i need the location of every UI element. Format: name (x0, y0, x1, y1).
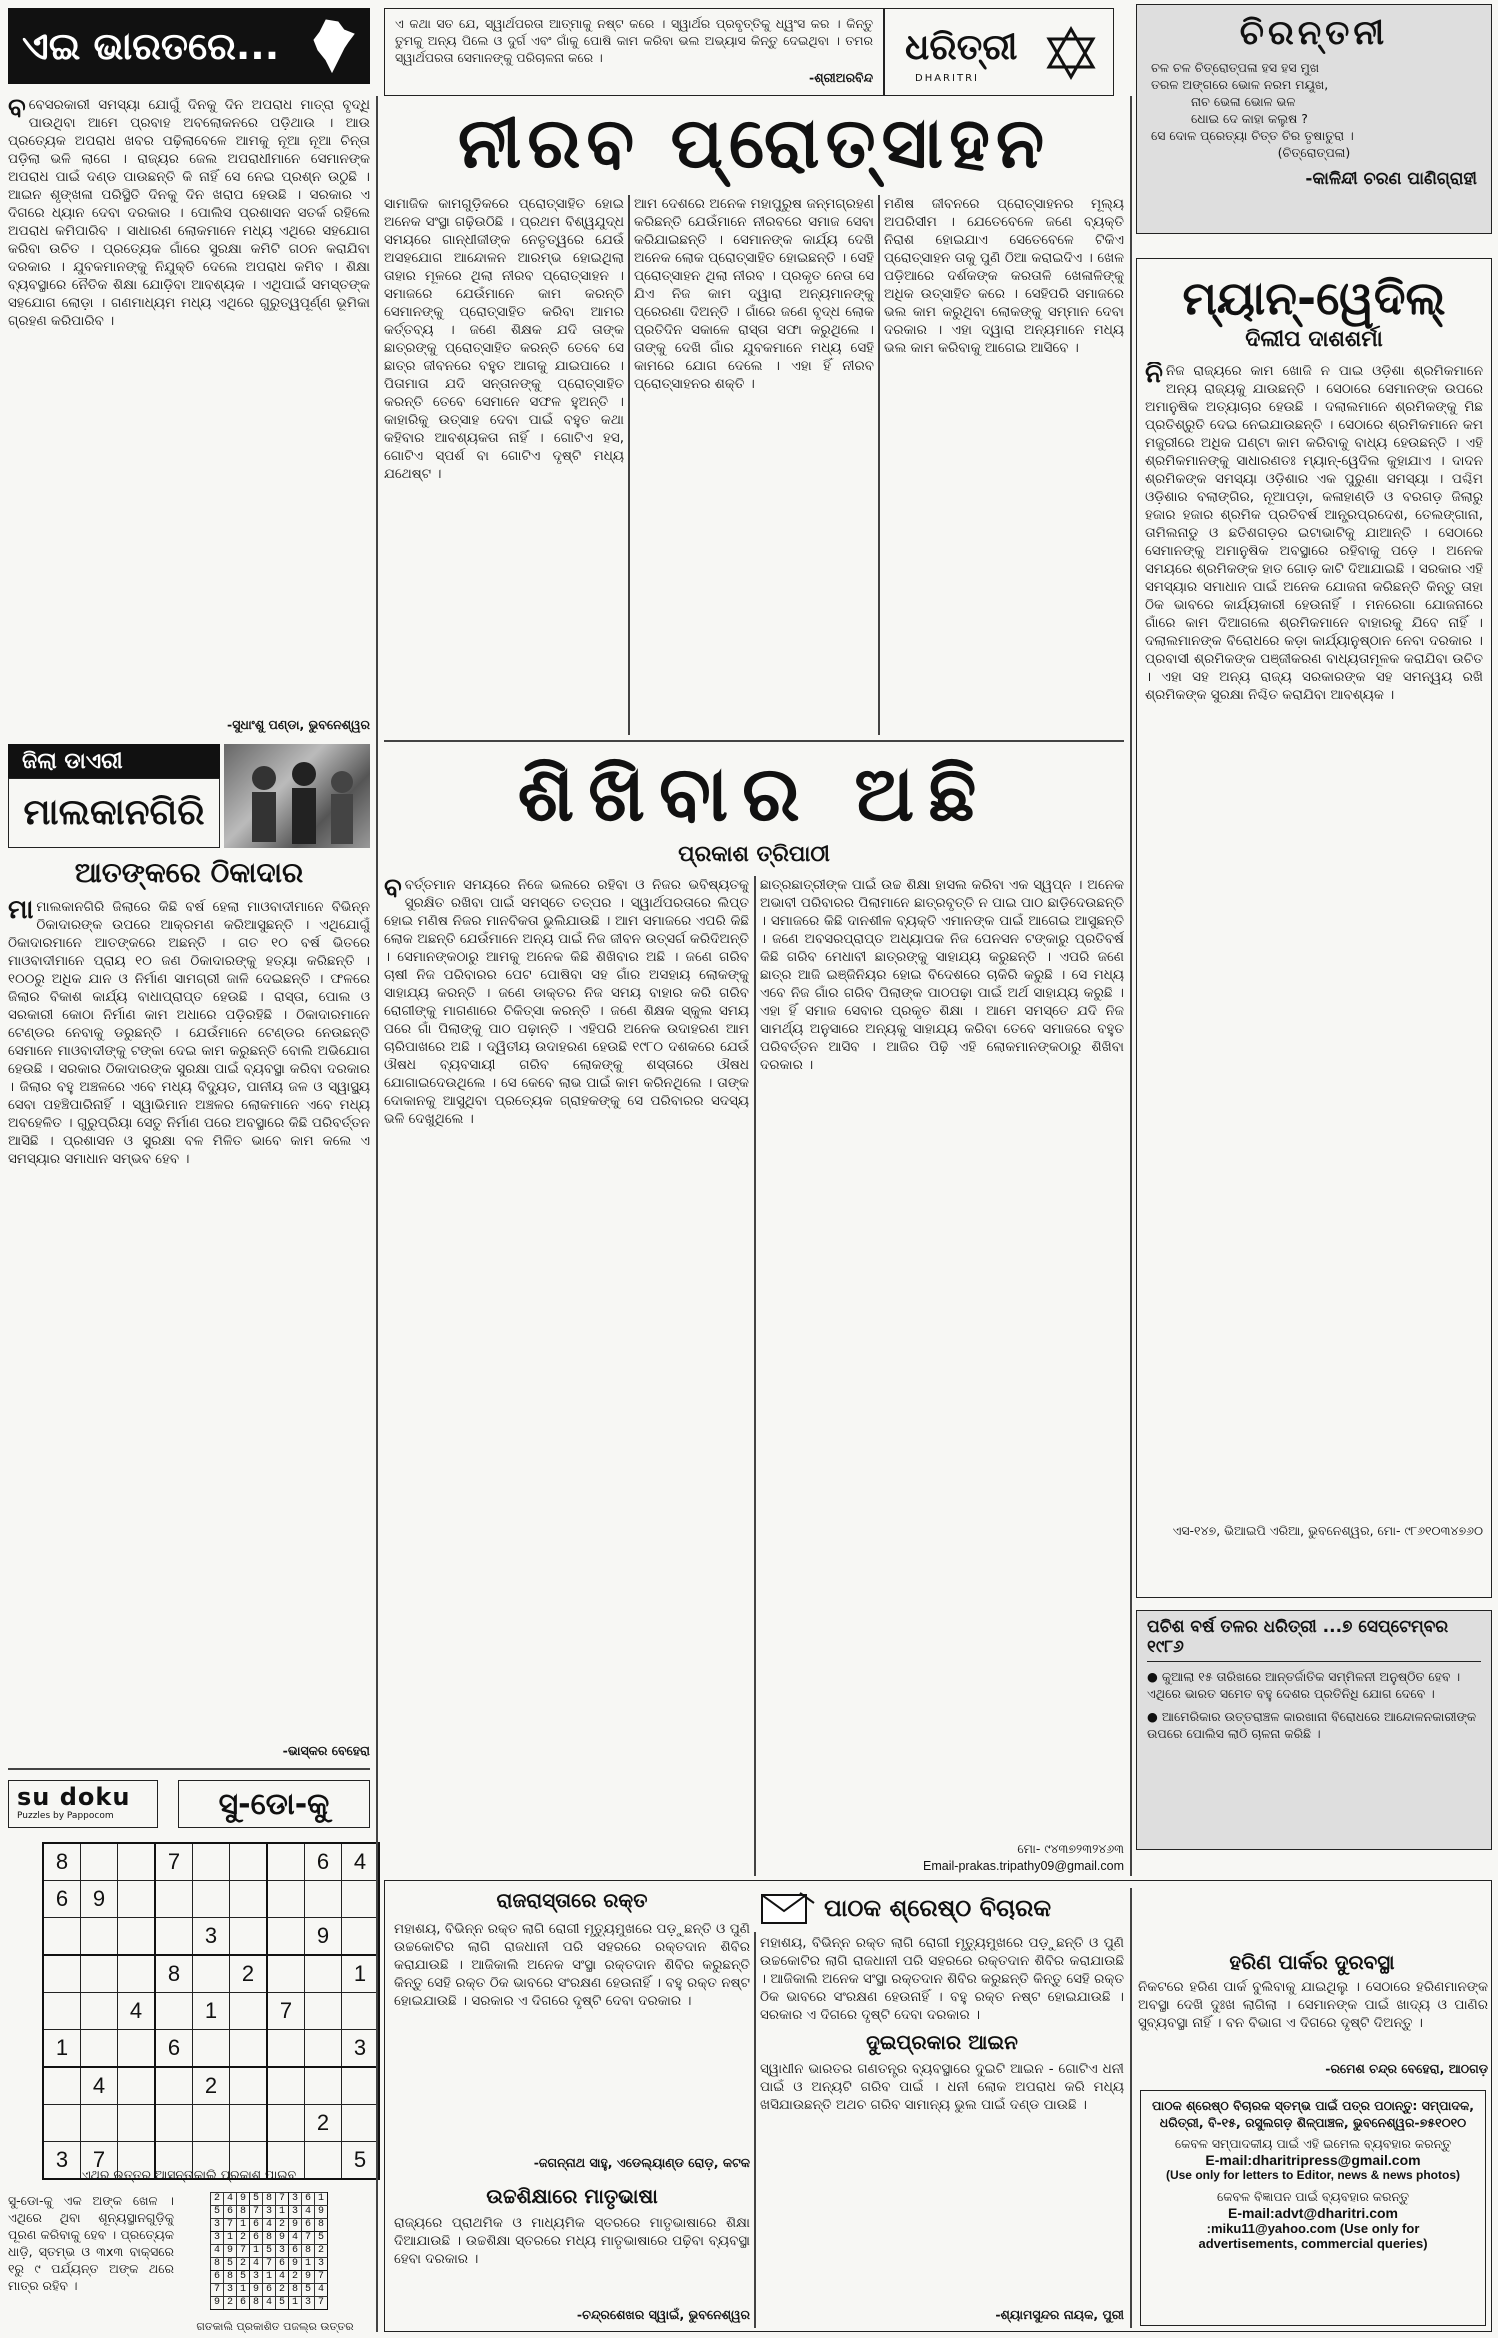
solution-cell: 1 (250, 2245, 263, 2258)
solution-cell: 5 (276, 2297, 289, 2310)
solution-cell: 8 (263, 2232, 276, 2245)
sudoku-cell[interactable] (43, 2105, 81, 2142)
contact-line3: କେବଳ ବିଜ୍ଞାପନ ପାଇଁ ବ୍ୟବହାର କରନ୍ତୁ (1216, 2189, 1410, 2204)
solution-cell: 8 (315, 2219, 328, 2232)
sudoku-brand-sub: Puzzles by Pappocom (17, 1811, 114, 1821)
sudoku-cell[interactable]: 1 (342, 1955, 380, 1993)
sudoku-cell[interactable] (155, 2105, 193, 2142)
sudoku-cell[interactable] (267, 2105, 305, 2142)
sudoku-cell[interactable] (305, 2067, 342, 2105)
lead-column-2: ଆମ ଦେଶରେ ଅନେକ ମହାପୁରୁଷ ଜନ୍ମଗ୍ରହଣ କରିଛନ୍ତି ଯେଉଁମାନେ ନୀରବରେ ସମାଜ ସେବା କରିଯାଇଛନ୍ତି । ସେମାନଙ୍କ କାର୍ଯ୍ୟ ଦେଖି ଅନେକ ଲୋକ ପ୍ରୋତ୍ସାହିତ ହୋଇଛନ୍ତି । ସେହି ପ୍ରୋତ୍ସାହନ ଥିଲା ନୀରବ । ପ୍ରକୃତ ନେତା ସେ ଯିଏ ନିଜ କାମ ଦ୍ୱାରା ଅନ୍ୟମାନଙ୍କୁ ପ୍ରେରଣା ଦିଅନ୍ତି । ଗାଁରେ ଜଣେ ବୃଦ୍ଧ ଲୋକ ପ୍ରତିଦିନ ସକାଳେ ରାସ୍ତା ସଫା କରୁଥିଲେ । ତାଙ୍କୁ ଦେଖି ଗାଁର ଯୁବକମାନେ ମଧ୍ୟ ସେହି କାମରେ ଯୋଗ ଦେଲେ । ଏହା ହିଁ ନୀରବ ପ୍ରୋତ୍ସାହନର ଶକ୍ତି । (634, 196, 874, 392)
solution-cell: 4 (315, 2284, 328, 2297)
sudoku-cell[interactable] (193, 2105, 230, 2142)
sudoku-cell[interactable] (81, 1993, 118, 2030)
sudoku-brand-en: su doku (17, 1783, 131, 1811)
solution-cell: 9 (224, 2245, 237, 2258)
solution-cell: 7 (315, 2271, 328, 2284)
solution-cell: 5 (211, 2206, 224, 2219)
letters-title: ପାଠକ ଶ୍ରେଷ୍ଠ ବିଚାରକ (824, 1894, 1052, 1922)
solution-cell: 6 (211, 2271, 224, 2284)
letter-2-title: ଉଚ୍ଚଶିକ୍ଷାରେ ମାତୃଭାଷା (486, 2184, 658, 2208)
sudoku-cell[interactable] (118, 2067, 156, 2105)
anniversary-item-text: ଆମେରିକାର ଉତ୍ତରାଞ୍ଚଳ କାରଖାନା ବିରୋଧରେ ଆନ୍ଦୋଳନକାରୀଙ୍କ ଉପରେ ପୋଲିସ ଲାଠି ଚାଳନା କରିଛି । (1147, 1709, 1477, 1741)
sudoku-cell[interactable] (305, 1881, 342, 1918)
right-article-author: ଦିଲୀପ ଦାଶଶର୍ମା (1245, 327, 1383, 352)
solution-cell: 5 (250, 2193, 263, 2206)
solution-cell: 9 (289, 2219, 302, 2232)
sudoku-cell[interactable] (230, 1843, 268, 1881)
contact-box (1140, 2090, 1486, 2326)
sudoku-row (43, 1955, 379, 1993)
feature-col1-body: ବର୍ତ୍ତମାନ ସମୟରେ ନିଜେ ଭଲରେ ରହିବା ଓ ନିଜର ଭବିଷ୍ୟତକୁ ସୁରକ୍ଷିତ ରଖିବା ପାଇଁ ସମସ୍ତେ ତତ୍ପର । ସ୍ୱାର୍ଥପରତାରେ ଲିପ୍ତ ହୋଇ ମଣିଷ ନିଜର ମାନବିକତା ଭୁଲିଯାଉଛି । ଆମ ସମାଜରେ ଏପରି କିଛି ଲୋକ ଅଛନ୍ତି ଯେଉଁମାନେ ଅନ୍ୟ ପାଇଁ ନିଜ ଜୀବନ ଉତ୍ସର୍ଗ କରିଦିଅନ୍ତି । ସେମାନଙ୍କଠାରୁ ଆମକୁ ଅନେକ କିଛି ଶିଖିବାର ଅଛି । ଜଣେ ଗରିବ ଚାଷୀ ନିଜ ପରିବାରର ପେଟ ପୋଷିବା ସହ ଗାଁର ଅସହାୟ ଲୋକଙ୍କୁ ସାହାଯ୍ୟ କରନ୍ତି । ଜଣେ ଡାକ୍ତର ନିଜ ସମୟ ବାହାର କରି ଗରିବ ରୋଗୀଙ୍କୁ ମାଗଣାରେ ଚିକିତ୍ସା କରନ୍ତି । ଜଣେ ଶିକ୍ଷକ ସ୍କୁଲ ସମୟ ପରେ ଗାଁ ପିଲାଙ୍କୁ ପାଠ ପଢ଼ାନ୍ତି । ଏହିପରି ଅନେକ ଉଦାହରଣ ଆମ ଚାରିପାଖରେ ଅଛି । ଦ୍ୱିତୀୟ ଉଦାହରଣ ହେଉଛି ୧୯୮୦ ଦଶକରେ ଯେଉଁ ଔଷଧ ବ୍ୟବସାୟୀ ଗରିବ ଲୋକଙ୍କୁ ଶସ୍ତାରେ ଔଷଧ ଯୋଗାଇଦେଉଥିଲେ । ସେ କେବେ ଲାଭ ପାଇଁ କାମ କରିନଥିଲେ । ତାଙ୍କ ଦୋକାନକୁ ଆସୁଥିବା ପ୍ରତ୍ୟେକ ଗ୍ରାହକଙ୍କୁ ସେ ପରିବାରର ସଦସ୍ୟ ଭଳି ଦେଖୁଥିଲେ । (384, 877, 749, 1127)
solution-cell: 6 (224, 2206, 237, 2219)
sudoku-cell[interactable] (305, 2030, 342, 2068)
solution-cell: 3 (211, 2219, 224, 2232)
solution-cell: 1 (289, 2297, 302, 2310)
solution-cell: 9 (250, 2284, 263, 2297)
sudoku-logo-en (8, 1780, 158, 1828)
left-column-author: -ସୁଧାଂଶୁ ପଣ୍ଡା, ଭୁବନେଶ୍ୱର (227, 717, 370, 732)
left-column-body: ବେସରକାରୀ ସମସ୍ୟା ଯୋଗୁଁ ଦିନକୁ ଦିନ ଅପରାଧ ମାତ୍ରା ବୃଦ୍ଧି ପାଉଥିବା ଆମେ ପ୍ରବାହ ଅବଲୋକନରେ ପଡ଼ିଥାଉ । ଆଉ ପ୍ରତ୍ୟେକ ଅପରାଧ ଖବର ପଢ଼ିଲାବେଳେ ଆମକୁ ନୂଆ ନୂଆ ଚିନ୍ତା ପଡ଼ିଲା ଭଳି ଲାଗେ । ରାଜ୍ୟର ଜେଲ ଅପରାଧୀମାନେ ସେମାନଙ୍କ ଅପରାଧ ପାଇଁ ଦଣ୍ଡ ପାଉଛନ୍ତି କି ନାହିଁ ସେ ନେଇ ପ୍ରଶ୍ନ ଉଠୁଛି । ଆଇନ ଶୃଙ୍ଖଳା ପରିସ୍ଥିତି ଦିନକୁ ଦିନ ଖରାପ ହେଉଛି । ସରକାର ଏ ଦିଗରେ ଧ୍ୟାନ ଦେବା ଦରକାର । ପୋଲିସ ପ୍ରଶାସନ ସତର୍କ ରହିଲେ ଅପରାଧ କମିପାରିବ । ସାଧାରଣ ଲୋକମାନେ ମଧ୍ୟ ଏଥିରେ ସହଯୋଗ କରିବା ଉଚିତ । ପ୍ରତ୍ୟେକ ଗାଁରେ ସୁରକ୍ଷା କମିଟି ଗଠନ କରାଯିବା ଦରକାର । ଯୁବକମାନଙ୍କୁ ନିଯୁକ୍ତି ଦେଲେ ଅପରାଧ କମିବ । ଶିକ୍ଷା ବ୍ୟବସ୍ଥାରେ ନୈତିକ ଶିକ୍ଷା ଯୋଡ଼ିବା ଆବଶ୍ୟକ । ଏଥିପାଇଁ ସମସ୍ତଙ୍କ ସହଯୋଗ ଲୋଡ଼ା । ଗଣମାଧ୍ୟମ ମଧ୍ୟ ଏଥିରେ ଗୁରୁତ୍ୱପୂର୍ଣ୍ଣ ଭୂମିକା ଗ୍ରହଣ କରିପାରିବ । (8, 97, 370, 329)
solution-row (211, 2193, 328, 2206)
sudoku-cell[interactable] (230, 2105, 268, 2142)
sudoku-cell[interactable]: 3 (342, 2030, 380, 2068)
sudoku-row (43, 1843, 379, 1881)
sudoku-cell[interactable]: 7 (267, 1993, 305, 2030)
sudoku-cell[interactable] (267, 2030, 305, 2068)
solution-cell: 9 (302, 2271, 315, 2284)
left-column-text (8, 96, 370, 716)
quote-author: -ଶ୍ରୀଅରବିନ୍ଦ (809, 70, 873, 85)
sudoku-cell[interactable]: 6 (155, 2030, 193, 2068)
contact-email-3[interactable]: :miku11@yahoo.com (Use only for (1206, 2221, 1420, 2236)
india-map-icon (304, 16, 364, 76)
poem-line: ଚଳ ଚଳ ଚିତ୍ରୋତ୍ପଳା ହସ ହସ ମୁଖ (1151, 60, 1320, 75)
solution-cell: 9 (276, 2232, 289, 2245)
solution-cell: 7 (302, 2232, 315, 2245)
contact-email-1[interactable]: E-mail:dharitripress@gmail.com (1205, 2152, 1421, 2168)
sudoku-row (43, 2105, 379, 2142)
solution-cell: 8 (224, 2271, 237, 2284)
letters-title-bar (760, 1888, 1124, 1928)
sudoku-answer-caption: ଏଥର ଉତ୍ତର ଆସନ୍ତାକାଲି ପ୍ରକାଶ ପାଇବ (81, 2167, 297, 2182)
right-article-headline: ମ୍ୟାନ୍-ୱେଦିଲ୍ (1182, 271, 1446, 325)
sudoku-cell[interactable] (230, 1918, 268, 1956)
contact-email-2[interactable]: E-mail:advt@dharitri.com (1227, 2205, 1399, 2221)
feature-dropcap: ବ (384, 876, 402, 903)
solution-cell: 3 (302, 2297, 315, 2310)
solution-cell: 6 (302, 2193, 315, 2206)
poem-line: (ଚିତ୍ରୋତ୍ପଳା) (1277, 145, 1351, 160)
solution-cell: 9 (211, 2297, 224, 2310)
solution-cell: 2 (211, 2193, 224, 2206)
letter-4-text: ନିକଟରେ ହରିଣ ପାର୍କ ବୁଲିବାକୁ ଯାଇଥିଲୁ । ସେଠାରେ ହରିଣମାନଙ୍କ ଅବସ୍ଥା ଦେଖି ଦୁଃଖ ଲାଗିଲା । ସେମାନଙ୍କ ପାଇଁ ଖାଦ୍ୟ ଓ ପାଣିର ସୁବ୍ୟବସ୍ଥା ନାହିଁ । ବନ ବିଭାଗ ଏ ଦିଗରେ ଦୃଷ୍ଟି ଦିଅନ୍ତୁ । (1138, 1979, 1488, 2031)
right-article-body: ନିଜ ରାଜ୍ୟରେ କାମ ଖୋଜି ନ ପାଇ ଓଡ଼ିଶା ଶ୍ରମିକମାନେ ଅନ୍ୟ ରାଜ୍ୟକୁ ଯାଉଛନ୍ତି । ସେଠାରେ ସେମାନଙ୍କ ଉପରେ ଅମାନୁଷିକ ଅତ୍ୟାଚାର ହେଉଛି । ଦଲାଲମାନେ ଶ୍ରମିକଙ୍କୁ ମିଛ ପ୍ରତିଶ୍ରୁତି ଦେଇ ନେଇଯାଉଛନ୍ତି । ସେଠାରେ ଶ୍ରମିକମାନେ କମ ମଜୁରୀରେ ଅଧିକ ଘଣ୍ଟା କାମ କରିବାକୁ ବାଧ୍ୟ ହେଉଛନ୍ତି । ଏହି ଶ୍ରମିକମାନଙ୍କୁ ସାଧାରଣତଃ ମ୍ୟାନ୍-ୱେଦିଲ କୁହାଯାଏ । ଦାଦନ ଶ୍ରମିକଙ୍କ ସମସ୍ୟା ଓଡ଼ିଶାର ଏକ ପୁରୁଣା ସମସ୍ୟା । ପଶ୍ଚିମ ଓଡ଼ିଶାର ବଲାଙ୍ଗିର, ନୂଆପଡ଼ା, କଳାହାଣ୍ଡି ଓ ବରଗଡ଼ ଜିଲାରୁ ହଜାର ହଜାର ଶ୍ରମିକ ପ୍ରତିବର୍ଷ ଆନ୍ଧ୍ରପ୍ରଦେଶ, ତେଲଙ୍ଗାନା, ତାମିଲନାଡୁ ଓ ଛତିଶଗଡ଼ର ଇଟାଭାଟିକୁ ଯାଆନ୍ତି । ସେଠାରେ ସେମାନଙ୍କୁ ଅମାନୁଷିକ ଅବସ୍ଥାରେ ରହିବାକୁ ପଡ଼େ । ଅନେକ ସମୟରେ ଶ୍ରମିକଙ୍କ ହାତ ଗୋଡ଼ କାଟି ଦିଆଯାଇଛି । ସରକାର ଏହି ସମସ୍ୟାର ସମାଧାନ ପାଇଁ ଅନେକ ଯୋଜନା କରିଛନ୍ତି କିନ୍ତୁ ତାହା ଠିକ ଭାବରେ କାର୍ଯ୍ୟକାରୀ ହେଉନାହିଁ । ମନରେଗା ଯୋଜନାରେ ଗାଁରେ କାମ ଦିଆଗଲେ ଶ୍ରମିକମାନେ ବାହାରକୁ ଯିବେ ନାହିଁ । ଦଲାଲମାନଙ୍କ ବିରୋଧରେ କଡ଼ା କାର୍ଯ୍ୟାନୁଷ୍ଠାନ ନେବା ଦରକାର । ପ୍ରବାସୀ ଶ୍ରମିକଙ୍କ ପଞ୍ଜୀକରଣ ବାଧ୍ୟତାମୂଳକ କରାଯିବା ଉଚିତ । ଏହା ସହ ଅନ୍ୟ ରାଜ୍ୟ ସରକାରଙ୍କ ସହ ସମନ୍ୱୟ ରଖି ଶ୍ରମିକଙ୍କ ସୁରକ୍ଷା ନିଶ୍ଚିତ କରାଯିବା ଆବଶ୍ୟକ । (1145, 363, 1483, 703)
solution-cell: 2 (224, 2297, 237, 2310)
solution-cell: 8 (211, 2258, 224, 2271)
district-name-box (8, 778, 220, 848)
sudoku-cell[interactable] (342, 1918, 380, 1956)
sudoku-logo-or (178, 1780, 370, 1828)
letter-3-text: ସ୍ୱାଧୀନ ଭାରତର ଗଣତନ୍ତ୍ର ବ୍ୟବସ୍ଥାରେ ଦୁଇଟି ଆଇନ - ଗୋଟିଏ ଧନୀ ପାଇଁ ଓ ଅନ୍ୟଟି ଗରିବ ପାଇଁ । ଧନୀ ଲୋକ ଅପରାଧ କରି ମଧ୍ୟ ଖସିଯାଉଛନ୍ତି ଅଥଚ ଗରିବ ସାମାନ୍ୟ ଭୁଲ ପାଇଁ ଦଣ୍ଡ ପାଉଛି । (760, 2061, 1124, 2113)
solution-cell: 4 (211, 2245, 224, 2258)
solution-cell: 5 (315, 2232, 328, 2245)
sudoku-cell[interactable] (342, 1993, 380, 2030)
sudoku-cell[interactable] (193, 2030, 230, 2068)
solution-cell: 3 (224, 2284, 237, 2297)
anniversary-title-text: ପଚିଶ ବର୍ଷ ତଳର ଧରିତ୍ରୀ (1147, 1617, 1317, 1637)
solution-cell: 8 (250, 2297, 263, 2310)
solution-cell: 4 (302, 2206, 315, 2219)
solution-cell: 2 (237, 2232, 250, 2245)
feature-headline: ଶିଖିବାର ଅଛି (517, 749, 991, 838)
right-article-dropcap: ନି (1145, 362, 1163, 389)
sudoku-cell[interactable]: 9 (305, 1918, 342, 1956)
solution-cell: 8 (263, 2193, 276, 2206)
solution-cell: 2 (315, 2245, 328, 2258)
district-dropcap: ମା (8, 898, 34, 925)
solution-cell: 7 (250, 2206, 263, 2219)
sudoku-cell[interactable]: 7 (81, 2142, 118, 2180)
sudoku-cell[interactable]: 2 (305, 2105, 342, 2142)
poem-line: ନାଚ ଭେଳା ଭୋଳ ଭଳ (1191, 94, 1296, 109)
solution-cell: 9 (237, 2193, 250, 2206)
district-headline: ଆତଙ୍କରେ ଠିକାଦାର (74, 856, 304, 889)
anniversary-item: ● କୁଆଲା ୧୫ ତାରିଖରେ ଆନ୍ତର୍ଜାତିକ ସମ୍ମିଳନୀ ଅନୁଷ୍ଠିତ ହେବ । ଏଥିରେ ଭାରତ ସମେତ ବହୁ ଦେଶର ପ୍ରତିନିଧି ଯୋଗ ଦେବେ । (1147, 1669, 1461, 1701)
letter-3-intro-text: ମହାଶୟ, ବିଭିନ୍ନ ରକ୍ତ ଲାଗି ରୋଗୀ ମୃତ୍ୟୁମୁଖରେ ପଡ଼ୁଛନ୍ତି ଓ ପୁଣି ଉଚ୍ଚକୋଟିର ଲାଗି ରାଜଧାନୀ ପରି ସହରରେ ରକ୍ତଦାନ ଶିବିର କରାଯାଉଛି । ଆଜିକାଲି ଅନେକ ସଂସ୍ଥା ରକ୍ତଦାନ ଶିବିର କରୁଛନ୍ତି କିନ୍ତୁ ସେହି ରକ୍ତ ଠିକ ଭାବରେ ସଂରକ୍ଷଣ ହେଉନାହିଁ । ବହୁ ରକ୍ତ ନଷ୍ଟ ହୋଇଯାଉଛି । ସରକାର ଏ ଦିଗରେ ଦୃଷ୍ଟି ଦେବା ଦରକାର । (760, 1935, 1124, 2023)
sudoku-cell[interactable]: 3 (43, 2142, 81, 2180)
sudoku-cell[interactable] (43, 2067, 81, 2105)
sudoku-cell[interactable] (193, 1843, 230, 1881)
anniversary-item: ● ଆମେରିକାର ଉତ୍ତରାଞ୍ଚଳ କାରଖାନା ବିରୋଧରେ ଆନ୍ଦୋଳନକାରୀଙ୍କ ଉପରେ ପୋଲିସ ଲାଠି ଚାଳନା କରିଛି । (1147, 1709, 1477, 1741)
sudoku-cell[interactable]: 1 (193, 1993, 230, 2030)
solution-cell: 4 (276, 2271, 289, 2284)
solution-cell: 4 (263, 2297, 276, 2310)
anniversary-item-text: କୁଆଲା ୧୫ ତାରିଖରେ ଆନ୍ତର୍ଜାତିକ ସମ୍ମିଳନୀ ଅନୁଷ୍ଠିତ ହେବ । ଏଥିରେ ଭାରତ ସମେତ ବହୁ ଦେଶର ପ୍ରତିନିଧି ଯୋଗ ଦେବେ । (1147, 1669, 1461, 1701)
solution-cell: 7 (263, 2258, 276, 2271)
sudoku-cell[interactable] (230, 1881, 268, 1918)
solution-cell: 5 (302, 2284, 315, 2297)
solution-row (211, 2206, 328, 2219)
lead-column-3: ମଣିଷ ଜୀବନରେ ପ୍ରୋତ୍ସାହନର ମୂଲ୍ୟ ଅପରିସୀମ । ଯେତେବେଳେ ଜଣେ ବ୍ୟକ୍ତି ନିରାଶ ହୋଇଯାଏ ସେତେବେଳେ ଟିକିଏ ପ୍ରୋତ୍ସାହନ ତାକୁ ପୁଣି ଠିଆ କରାଇଦିଏ । ଖେଳ ପଡ଼ିଆରେ ଦର୍ଶକଙ୍କ କରତାଳି ଖେଳାଳିଙ୍କୁ ଅଧିକ ଉତ୍ସାହିତ କରେ । ସେହିପରି ସମାଜରେ ଭଲ କାମ କରୁଥିବା ଲୋକଙ୍କୁ ସମ୍ମାନ ଦେବା ଦରକାର । ଏହା ଦ୍ୱାରା ଅନ୍ୟମାନେ ମଧ୍ୟ ଭଲ କାମ କରିବାକୁ ଆଗେଇ ଆସିବେ । (884, 196, 1124, 356)
district-name: ମାଲକାନଗିରି (23, 792, 205, 833)
solution-cell: 3 (289, 2206, 302, 2219)
sudoku-cell[interactable] (81, 1918, 118, 1956)
sudoku-cell[interactable]: 6 (43, 1881, 81, 1918)
solution-cell: 6 (250, 2219, 263, 2232)
corner-title: ଏଇ ଭାରତରେ... (22, 23, 280, 68)
sudoku-cell[interactable] (305, 1955, 342, 1993)
solution-cell: 8 (289, 2284, 302, 2297)
poem-box (1136, 4, 1492, 234)
feature-column-2: ଛାତ୍ରଛାତ୍ରୀଙ୍କ ପାଇଁ ଉଚ୍ଚ ଶିକ୍ଷା ହାସଲ କରିବା ଏକ ସ୍ୱପ୍ନ । ଅନେକ ଅଭାବୀ ପରିବାରର ପିଲାମାନେ ଛାତ୍ରବୃତ୍ତି ନ ପାଇ ପାଠ ଛାଡ଼ିଦେଉଛନ୍ତି । ସମାଜରେ କିଛି ଦାନଶୀଳ ବ୍ୟକ୍ତି ଏମାନଙ୍କ ପାଇଁ ଆଗେଇ ଆସୁଛନ୍ତି । ଜଣେ ଅବସରପ୍ରାପ୍ତ ଅଧ୍ୟାପକ ନିଜ ପେନସନ ଟଙ୍କାରୁ ପ୍ରତିବର୍ଷ କିଛି ଗରିବ ମେଧାବୀ ଛାତ୍ରଙ୍କୁ ସାହାଯ୍ୟ କରୁଛନ୍ତି । ଏପରି ଜଣେ ଛାତ୍ର ଆଜି ଇଞ୍ଜିନିୟର ହୋଇ ବିଦେଶରେ ଚାକିରି କରୁଛି । ସେ ମଧ୍ୟ ଏବେ ନିଜ ଗାଁର ଗରିବ ପିଲାଙ୍କ ପାଠପଢ଼ା ପାଇଁ ଅର୍ଥ ସାହାଯ୍ୟ କରୁଛି । ଏହା ହିଁ ସମାଜ ସେବାର ପ୍ରକୃତ ଶିକ୍ଷା । ଆମେ ସମସ୍ତେ ଯଦି ନିଜ ସାମର୍ଥ୍ୟ ଅନୁସାରେ ଅନ୍ୟକୁ ସାହାଯ୍ୟ କରିବା ତେବେ ସମାଜରେ ବହୁତ ପରିବର୍ତ୍ତନ ଆସିବ । ଆଜିର ପିଢ଼ି ଏହି ଲୋକମାନଙ୍କଠାରୁ ଶିଖିବା ଦରକାର । (760, 877, 1124, 1073)
solution-cell: 4 (289, 2232, 302, 2245)
sudoku-cell[interactable]: 2 (230, 1955, 268, 1993)
sudoku-brand-or: ସୁ-ଡୋ-କୁ (218, 1786, 330, 1822)
sudoku-cell[interactable] (155, 1993, 193, 2030)
letter-4-title: ହରିଣ ପାର୍କର ଦୁରବସ୍ଥା (1229, 1950, 1395, 1974)
sudoku-cell[interactable] (81, 2030, 118, 2068)
masthead-quote: ଏ କଥା ସତ ଯେ, ସ୍ୱାର୍ଥପରତା ଆତ୍ମାକୁ ନଷ୍ଟ କରେ । ସ୍ୱାର୍ଥର ପ୍ରବୃତ୍ତିକୁ ଧ୍ୱଂସ କର । କିନ୍ତୁ ତୁମକୁ ଅନ୍ୟ ପିଲେ ଓ ଦୁର୍ଗ ଏବଂ ଗାଁକୁ ପୋଷି କାମ କରିବା ଭଲ ଅଭ୍ୟାସ କିନ୍ତୁ ଦେଇଥିବା । ତମର ସ୍ୱାର୍ଥପରତା ସେମାନଙ୍କୁ ପରିଚାଳନା କରେ । (395, 16, 873, 65)
sudoku-cell[interactable] (193, 1955, 230, 1993)
solution-cell: 3 (315, 2258, 328, 2271)
poem-line: ଧୋଇ ଦେ କାହା କଲୁଷ ? (1191, 111, 1308, 126)
solution-cell: 4 (250, 2258, 263, 2271)
sudoku-cell[interactable]: 4 (118, 1993, 156, 2030)
solution-cell: 2 (237, 2258, 250, 2271)
solution-cell: 3 (276, 2245, 289, 2258)
solution-cell: 6 (237, 2297, 250, 2310)
sudoku-cell[interactable] (155, 2067, 193, 2105)
anniversary-date: ...୭ ସେପ୍ଟେମ୍ବର ୧୯୮୬ (1147, 1617, 1449, 1657)
sudoku-cell[interactable]: 6 (305, 1843, 342, 1881)
star-logo-icon (1043, 25, 1099, 81)
letter-2-author: -ଚନ୍ଦ୍ରଶେଖର ସ୍ୱାଇଁ, ଭୁବନେଶ୍ୱର (576, 2307, 750, 2322)
solution-cell: 1 (302, 2258, 315, 2271)
sudoku-row (43, 1881, 379, 1918)
solution-cell: 7 (211, 2284, 224, 2297)
solution-cell: 6 (263, 2284, 276, 2297)
solution-cell: 2 (276, 2284, 289, 2297)
right-article-footer: ଏସ-୧୪୭, ଭିଆଇପି ଏରିଆ, ଭୁବନେଶ୍ୱର, ମୋ- ୯୮୬୧୦୩୪୭୬୦ (1172, 1523, 1483, 1538)
sudoku-cell[interactable] (230, 2030, 268, 2068)
right-article-text (1145, 362, 1483, 1522)
feature-column-1 (384, 876, 749, 1876)
sudoku-row (43, 1993, 379, 2030)
sudoku-solution-grid (210, 2192, 328, 2310)
poem-line: ତରଳ ଅଙ୍ଗରେ ଭୋଳ ନରମ ମୟୂଖ, (1151, 77, 1329, 92)
solution-cell: 1 (263, 2271, 276, 2284)
solution-cell: 6 (302, 2219, 315, 2232)
sudoku-cell[interactable] (230, 2067, 268, 2105)
sudoku-cell[interactable] (155, 1918, 193, 1956)
sudoku-cell[interactable]: 2 (193, 2067, 230, 2105)
solution-cell: 8 (237, 2206, 250, 2219)
sudoku-row (43, 1918, 379, 1956)
sudoku-cell[interactable]: 9 (81, 1881, 118, 1918)
district-author: -ଭାସ୍କର ବେହେରା (282, 1743, 370, 1758)
sudoku-cell[interactable] (43, 1955, 81, 1993)
sudoku-cell[interactable] (118, 1918, 156, 1956)
sudoku-cell[interactable] (118, 1843, 156, 1881)
feature-email[interactable]: Email-prakas.tripathy09@gmail.com (923, 1859, 1124, 1873)
letter-1-author: -ଜଗନ୍ନାଥ ସାହୁ, ଏଡେଲ୍ୟାଣ୍ଡ ରୋଡ଼, କଟକ (533, 2155, 750, 2170)
letter-1-text: ମହାଶୟ, ବିଭିନ୍ନ ରକ୍ତ ଲାଗି ରୋଗୀ ମୃତ୍ୟୁମୁଖରେ ପଡ଼ୁଛନ୍ତି ଓ ପୁଣି ଉଚ୍ଚକୋଟିର ଲାଗି ରାଜଧାନୀ ପରି ସହରରେ ରକ୍ତଦାନ ଶିବିର କରାଯାଉଛି । ଆଜିକାଲି ଅନେକ ସଂସ୍ଥା ରକ୍ତଦାନ ଶିବିର କରୁଛନ୍ତି କିନ୍ତୁ ସେହି ରକ୍ତ ଠିକ ଭାବରେ ସଂରକ୍ଷଣ ହେଉନାହିଁ । ବହୁ ରକ୍ତ ନଷ୍ଟ ହୋଇଯାଉଛି । ସରକାର ଏ ଦିଗରେ ଦୃଷ୍ଟି ଦେବା ଦରକାର । (394, 1921, 750, 2009)
district-label-text: ଜିଲା ଡାଏରୀ (22, 748, 123, 774)
anniversary-title (1147, 1617, 1481, 1662)
sudoku-cell[interactable] (267, 1918, 305, 1956)
sudoku-cell[interactable] (267, 1955, 305, 1993)
solution-row (211, 2284, 328, 2297)
right-article-box (1136, 258, 1492, 1598)
sudoku-cell[interactable]: 4 (342, 1843, 380, 1881)
solution-row (211, 2232, 328, 2245)
solution-cell: 6 (289, 2245, 302, 2258)
solution-cell: 1 (224, 2232, 237, 2245)
logo-text: ଧରିତ୍ରୀ (905, 27, 1018, 68)
solution-cell: 5 (263, 2245, 276, 2258)
solution-cell: 4 (263, 2219, 276, 2232)
sudoku-cell[interactable]: 7 (155, 1843, 193, 1881)
solution-row (211, 2271, 328, 2284)
masthead-logo-box (884, 8, 1114, 96)
solution-cell: 7 (276, 2193, 289, 2206)
poem-line: ସେ ଦୋଳ ପ୍ରେତ୍ୟା ଚିତ୍ତ ଚିର ତୃଷାତୁରା । (1151, 128, 1354, 143)
sudoku-brand (8, 1780, 370, 1830)
solution-cell: 4 (224, 2193, 237, 2206)
solution-cell: 1 (276, 2206, 289, 2219)
people-photo-icon (224, 744, 370, 848)
letter-1-title: ରାଜରାସ୍ତାରେ ରକ୍ତ (496, 1888, 648, 1912)
sudoku-row (43, 2030, 379, 2068)
sudoku-cell[interactable] (267, 1881, 305, 1918)
sudoku-cell[interactable] (267, 1843, 305, 1881)
sudoku-cell[interactable]: 1 (43, 2030, 81, 2068)
corner-banner (8, 8, 370, 84)
solution-row (211, 2219, 328, 2232)
solution-cell: 8 (302, 2245, 315, 2258)
solution-cell: 2 (276, 2219, 289, 2232)
solution-row (211, 2297, 328, 2310)
sudoku-cell[interactable] (81, 2105, 118, 2142)
sudoku-cell[interactable]: 5 (342, 2142, 380, 2180)
letter-3-intro (760, 1934, 1124, 2026)
solution-cell: 1 (315, 2193, 328, 2206)
poem-author: -କାଳିନ୍ଦୀ ଚରଣ ପାଣିଗ୍ରାହୀ (1305, 169, 1477, 189)
sudoku-cell[interactable] (342, 2105, 380, 2142)
district-photo (224, 744, 370, 848)
district-body: ମାଲକାନଗିରି ଜିଲାରେ କିଛି ବର୍ଷ ହେଲା ମାଓବାଦୀମାନେ ବିଭିନ୍ନ ଠିକାଦାରଙ୍କ ଉପରେ ଆକ୍ରମଣ କରିଆସୁଛନ୍ତି । ଏଥିଯୋଗୁଁ ଠିକାଦାରମାନେ ଆତଙ୍କରେ ଅଛନ୍ତି । ଗତ ୧୦ ବର୍ଷ ଭିତରେ ମାଓବାଦୀମାନେ ପ୍ରାୟ ୧୦ ଜଣ ଠିକାଦାରଙ୍କୁ ହତ୍ୟା କରିଛନ୍ତି । ୧୦୦ରୁ ଅଧିକ ଯାନ ଓ ନିର୍ମାଣ ସାମଗ୍ରୀ ଜାଳି ଦେଇଛନ୍ତି । ଫଳରେ ଜିଲାର ବିକାଶ କାର୍ଯ୍ୟ ବାଧାପ୍ରାପ୍ତ ହେଉଛି । ରାସ୍ତା, ପୋଲ ଓ ସରକାରୀ କୋଠା ନିର୍ମାଣ କାମ ଅଧାରେ ପଡ଼ିରହିଛି । ଠିକାଦାରମାନେ ଟେଣ୍ଡର ନେବାକୁ ଡରୁଛନ୍ତି । ଯେଉଁମାନେ ଟେଣ୍ଡର ନେଉଛନ୍ତି ସେମାନେ ମାଓବାଦୀଙ୍କୁ ଟଙ୍କା ଦେଇ କାମ କରୁଛନ୍ତି ବୋଲି ଅଭିଯୋଗ ହେଉଛି । ସରକାର ଠିକାଦାରଙ୍କ ସୁରକ୍ଷା ପାଇଁ ବ୍ୟବସ୍ଥା କରିବା ଦରକାର । ଜିଲାର ବହୁ ଅଞ୍ଚଳରେ ଏବେ ମଧ୍ୟ ବିଦ୍ୟୁତ, ପାନୀୟ ଜଳ ଓ ସ୍ୱାସ୍ଥ୍ୟ ସେବା ପହଞ୍ଚିପାରିନାହିଁ । ସ୍ୱାଭିମାନ ଅଞ୍ଚଳର ଲୋକମାନେ ଏବେ ମଧ୍ୟ ଅବହେଳିତ । ଗୁରୁପ୍ରିୟା ସେତୁ ନିର୍ମାଣ ପରେ ଅବସ୍ଥାରେ କିଛି ପରିବର୍ତ୍ତନ ଆସିଛି । ପ୍ରଶାସନ ଓ ସୁରକ୍ଷା ବଳ ମିଳିତ ଭାବେ କାମ କଲେ ଏ ସମସ୍ୟାର ସମାଧାନ ସମ୍ଭବ ହେବ । (8, 899, 370, 1167)
sudoku-cell[interactable] (43, 1993, 81, 2030)
anniversary-box (1136, 1610, 1492, 1850)
solution-cell: 9 (289, 2258, 302, 2271)
left-column-dropcap: ବ (8, 96, 26, 123)
masthead-quote-box (384, 8, 884, 96)
lead-headline: ନୀରବ ପ୍ରୋତ୍ସାହନ (457, 102, 1051, 184)
sudoku-cell[interactable]: 8 (43, 1843, 81, 1881)
sudoku-solution-caption: ଗତକାଲି ପ୍ରକାଶିତ ପଜଲ୍‌ର ଉତ୍ତର (196, 2320, 354, 2333)
feature-author: ପ୍ରକାଶ ତ୍ରିପାଠୀ (678, 842, 830, 867)
letter-3-author: -ଶ୍ୟାମସୁନ୍ଦର ନାୟକ, ପୁରୀ (995, 2307, 1124, 2322)
solution-cell: 3 (211, 2232, 224, 2245)
sudoku-cell[interactable] (305, 1993, 342, 2030)
sudoku-cell[interactable] (118, 2030, 156, 2068)
sudoku-rules: ସୁ-ଡୋ-କୁ ଏକ ଅଙ୍କ ଖେଳ । ଏଥିରେ ଥିବା ଶୂନ୍ୟସ୍ଥାନଗୁଡ଼ିକୁ ପୂରଣ କରିବାକୁ ହେବ । ପ୍ରତ୍ୟେକ ଧାଡ଼ି, ସ୍ତମ୍ଭ ଓ ୩x୩ ବାକ୍ସରେ ୧ରୁ ୯ ପର୍ଯ୍ୟନ୍ତ ଅଙ୍କ ଥରେ ମାତ୍ର ରହିବ । (8, 2193, 174, 2293)
sudoku-cell[interactable] (43, 1918, 81, 1956)
solution-row (211, 2258, 328, 2271)
district-diary-label (8, 744, 220, 778)
sudoku-cell[interactable]: 8 (155, 1955, 193, 1993)
solution-cell: 3 (250, 2271, 263, 2284)
sudoku-cell[interactable] (193, 1881, 230, 1918)
letter-4-author: -ରମେଶ ଚନ୍ଦ୍ର ବେହେରା, ଆଠଗଡ଼ (1325, 2061, 1488, 2076)
solution-cell: 1 (237, 2219, 250, 2232)
sudoku-cell[interactable] (342, 1881, 380, 1918)
solution-cell: 9 (315, 2206, 328, 2219)
solution-cell: 3 (263, 2206, 276, 2219)
district-text (8, 898, 370, 1738)
contact-email-3-note: advertisements, commercial queries) (1198, 2236, 1428, 2251)
sudoku-cell[interactable] (230, 1993, 268, 2030)
sudoku-cell[interactable]: 3 (193, 1918, 230, 1956)
solution-cell: 7 (224, 2219, 237, 2232)
letter-2-text: ରାଜ୍ୟରେ ପ୍ରାଥମିକ ଓ ମାଧ୍ୟମିକ ସ୍ତରରେ ମାତୃଭାଷାରେ ଶିକ୍ଷା ଦିଆଯାଉଛି । ଉଚ୍ଚଶିକ୍ଷା ସ୍ତରରେ ମଧ୍ୟ ମାତୃଭାଷାରେ ପଢ଼ିବା ବ୍ୟବସ୍ଥା ହେବା ଦରକାର । (394, 2215, 750, 2267)
sudoku-cell[interactable] (81, 1843, 118, 1881)
logo-sub: DHARITRI (915, 73, 979, 84)
solution-cell: 6 (276, 2258, 289, 2271)
sudoku-cell[interactable] (155, 1881, 193, 1918)
solution-cell: 6 (250, 2232, 263, 2245)
solution-cell: 5 (237, 2271, 250, 2284)
feature-phone: ମୋ- ୯୪୩୭୨୩୨୪୬୩ (1017, 1841, 1124, 1856)
solution-cell: 2 (289, 2271, 302, 2284)
letter-3-title: ଦୁଇପ୍ରକାର ଆଇନ (866, 2030, 1018, 2054)
envelope-icon (760, 1891, 816, 1925)
sudoku-cell[interactable] (118, 1955, 156, 1993)
solution-row (211, 2245, 328, 2258)
solution-cell: 7 (237, 2245, 250, 2258)
solution-cell: 3 (289, 2193, 302, 2206)
solution-cell: 1 (237, 2284, 250, 2297)
sudoku-row (43, 2067, 379, 2105)
solution-cell: 5 (224, 2258, 237, 2271)
poem-title: ଚିରନ୍ତନୀ (1239, 13, 1389, 53)
contact-email-1-note: (Use only for letters to Editor, news & news photos) (1165, 2168, 1461, 2182)
lead-column-1: ସାମାଜିକ କାମଗୁଡ଼ିକରେ ପ୍ରୋତ୍ସାହିତ ହୋଇ ଅନେକ ସଂସ୍ଥା ଗଢ଼ିଉଠିଛି । ପ୍ରଥମ ବିଶ୍ୱଯୁଦ୍ଧ ସମୟରେ ଗାନ୍ଧୀଜୀଙ୍କ ନେତୃତ୍ୱରେ ଯେଉଁ ଅସହଯୋଗ ଆନ୍ଦୋଳନ ଆରମ୍ଭ ହୋଇଥିଲା ତାହାର ମୂଳରେ ଥିଲା ନୀରବ ପ୍ରୋତ୍ସାହନ । ସମାଜରେ ଯେଉଁମାନେ କାମ କରନ୍ତି ସେମାନଙ୍କୁ ପ୍ରୋତ୍ସାହିତ କରିବା ଆମର କର୍ତ୍ତବ୍ୟ । ଜଣେ ଶିକ୍ଷକ ଯଦି ତାଙ୍କ ଛାତ୍ରଙ୍କୁ ପ୍ରୋତ୍ସାହିତ କରନ୍ତି ତେବେ ସେ ଛାତ୍ର ଜୀବନରେ ବହୁତ ଆଗକୁ ଯାଇପାରେ । ପିତାମାତା ଯଦି ସନ୍ତାନଙ୍କୁ ପ୍ରୋତ୍ସାହିତ କରନ୍ତି ତେବେ ସେମାନେ ସଫଳ ହୁଅନ୍ତି । କାହାରିକୁ ଉତ୍ସାହ ଦେବା ପାଇଁ ବହୁତ କଥା କହିବାର ଆବଶ୍ୟକତା ନାହିଁ । ଗୋଟିଏ ହସ, ଗୋଟିଏ ସ୍ପର୍ଶ ବା ଗୋଟିଏ ଦୃଷ୍ଟି ମଧ୍ୟ ଯଥେଷ୍ଟ । (384, 196, 624, 482)
sudoku-cell[interactable] (267, 2067, 305, 2105)
sudoku-cell[interactable] (118, 1881, 156, 1918)
sudoku-grid (42, 1842, 380, 2180)
sudoku-cell[interactable]: 4 (81, 2067, 118, 2105)
sudoku-cell[interactable] (342, 2067, 380, 2105)
sudoku-cell[interactable] (81, 1955, 118, 1993)
solution-cell: 7 (315, 2297, 328, 2310)
contact-line2: କେବଳ ସମ୍ପାଦକୀୟ ପାଇଁ ଏହି ଇମେଲ ବ୍ୟବହାର କରନ୍ତୁ (1174, 2136, 1452, 2151)
sudoku-cell[interactable] (118, 2105, 156, 2142)
contact-intro: ପାଠକ ଶ୍ରେଷ୍ଠ ବିଚାରକ ସ୍ତମ୍ଭ ପାଇଁ ପତ୍ର ପଠାନ୍ତୁ: ସମ୍ପାଦକ, ଧରିତ୍ରୀ, ବି-୧୫, ରସୁଲଗଡ଼ ଶିଳ୍ପାଞ୍ଚଳ, ଭୁବନେଶ୍ୱର-୭୫୧୦୧୦ (1152, 2098, 1474, 2130)
